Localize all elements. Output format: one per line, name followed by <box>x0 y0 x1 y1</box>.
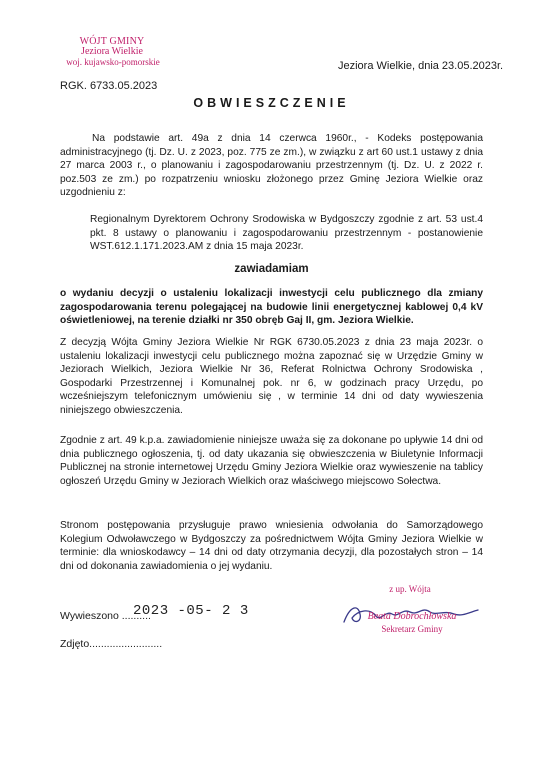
posted-label: Wywieszono .......... <box>60 610 151 622</box>
place-and-date: Jeziora Wielkie, dnia 23.05.2023r. <box>338 60 504 72</box>
intro-text: Na podstawie art. 49a z dnia 14 czerwca 1960r., - Kodeks postępowania administracyjnego (tj. Dz. U. z 2023, poz. 775 ze zm.), w związku z art 60 ust.1 ustawy z dnia 27 marca 2003 r., o planowaniu i zagospodarowaniu przestrzennym (tj. Dz. U. z 2022 r. poz.503 ze zm.) po rozpatrzeniu wniosku złożonego przez Gminę Jeziora Wielkie oraz uzgodnieniu z: <box>60 133 483 199</box>
signatory-role: Sekretarz Gminy <box>381 624 443 634</box>
document-title: OBWIESZCZENIE <box>193 96 350 110</box>
reference-number: RGK. 6733.05.2023 <box>60 80 158 92</box>
stamp-line-office: WÓJT GMINY <box>79 36 145 47</box>
stamp-line-voivodeship: woj. kujawsko-pomorskie <box>66 57 160 67</box>
removed-label: Zdjęto......................... <box>60 638 163 650</box>
intro-paragraph <box>60 132 483 200</box>
decision-subject: o wydaniu decyzji o ustaleniu lokalizacji inwestycji celu publicznego dla zmiany zagospodarowania terenu polegającej na budowie linii energetycznej kablowej 0,4 kV oświetleniowej, na terenie działki nr 350 obręb Gaj II, gm. Jeziora Wielkie. <box>60 288 483 327</box>
announcement-heading: zawiadamiam <box>234 263 309 275</box>
posted-date-stamp: 2023 -05- 2 3 <box>133 603 249 619</box>
signatory-name: Beata Dobrochłowska <box>367 611 457 622</box>
agreement-paragraph: Regionalnym Dyrektorem Ochrony Srodowiska w Bydgoszczy zgodnie z art. 53 ust.4 pkt. 8 ustawy o planowaniu i zagospodarowaniu przestrzennym - postanowienie WST.612.1.171.2023.AM z dnia 15 maja 2023r. <box>90 214 483 253</box>
body-paragraph-appeal: Stronom postępowania przysługuje prawo wniesienia odwołania do Samorządowego Kolegium Odwoławczego w Bydgoszczy za pośrednictwem Wójta Gminy Jeziora Wielkie w terminie: dla wnioskodawcy – 14 dni od daty otrzymania decyzji, dla pozostałych stron – 14 dni od dokonania zawiadomienia o jej wydaniu. <box>60 520 483 572</box>
signature-on-behalf: z up. Wójta <box>389 584 431 594</box>
body-paragraph-inspection: Z decyzją Wójta Gminy Jeziora Wielkie Nr RGK 6730.05.2023 z dnia 23 maja 2023r. o ustaleniu lokalizacji inwestycji celu publicznego można zapoznać się w Urzędzie Gminy w Jeziorach Wielkich, Jeziora Wielkie Nr 36, Referat Rolnictwa Ochrony Srodowiska , Gospodarki Przestrzennej i Komunalnej pok. nr 6, w godzinach pracy Urzędu, po wcześniejszym telefonicznym umówieniu się , w terminie 14 dni od daty wywieszenia niniejszego obwieszczenia. <box>60 337 483 416</box>
body-paragraph-notice-effect: Zgodnie z art. 49 k.p.a. zawiadomienie niniejsze uważa się za dokonane po upływie 14 dni od dnia publicznego ogłoszenia, tj. od daty ukazania się obwieszczenia w Biuletynie Informacji Publicznej na stronie internetowej Urzędu Gminy Jeziora Wielkie oraz wywieszenie na tablicy ogłoszeń Urzędu Gminy w Jeziorach Wielkich oraz właściwego miejscowo Sołectwa. <box>60 435 483 487</box>
stamp-line-municipality: Jeziora Wielkie <box>81 46 143 57</box>
